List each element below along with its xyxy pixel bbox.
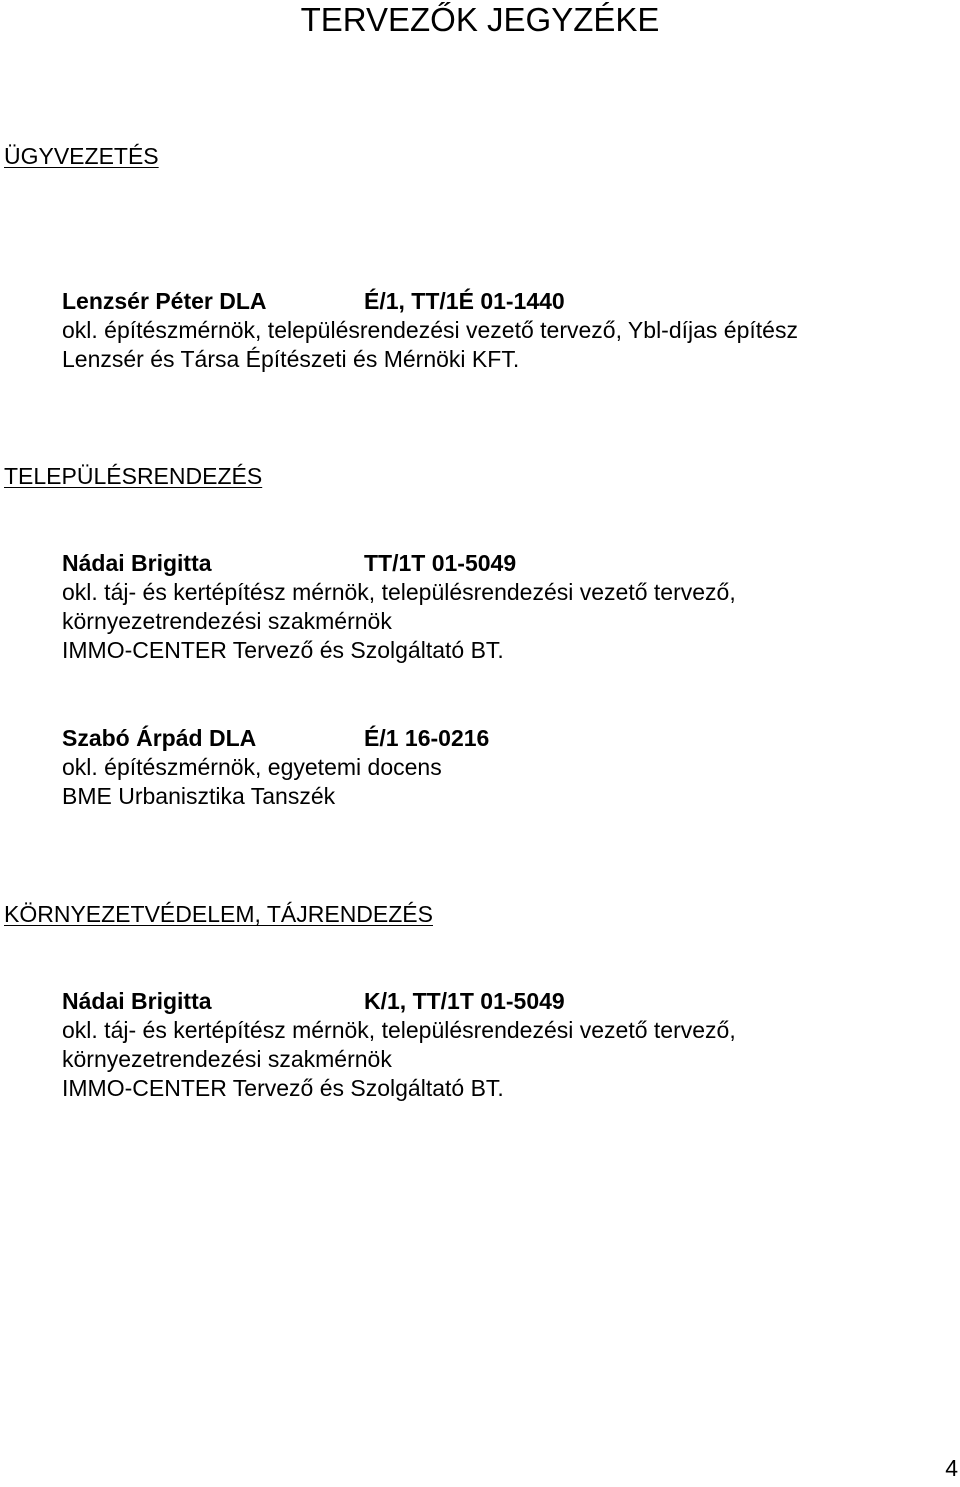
- designer-entry-szabo: [62, 724, 489, 811]
- designer-name: Szabó Árpád DLA: [62, 725, 257, 751]
- designer-entry-lenzser: [62, 287, 798, 374]
- license-number: TT/1T 01-5049: [364, 550, 517, 576]
- designer-company: IMMO-CENTER Tervező és Szolgáltató BT.: [62, 637, 504, 663]
- designer-company: Lenzsér és Társa Építészeti és Mérnöki KFT.: [62, 346, 520, 372]
- designer-qualification: okl. táj- és kertépítész mérnök, településrendezési vezető tervező,: [62, 1017, 736, 1043]
- designer-name: Nádai Brigitta: [62, 988, 212, 1014]
- designer-entry-nadai-2: [62, 987, 736, 1103]
- designer-name-row: [62, 987, 736, 1016]
- designer-name: Lenzsér Péter DLA: [62, 288, 267, 314]
- section-heading-ugyvezetes: ÜGYVEZETÉS: [4, 143, 159, 169]
- section-heading-kornyezetvedelem: KÖRNYEZETVÉDELEM, TÁJRENDEZÉS: [4, 901, 433, 927]
- designer-name: Nádai Brigitta: [62, 550, 212, 576]
- designer-qualification: okl. építészmérnök, egyetemi docens: [62, 754, 442, 780]
- page-number: 4: [945, 1455, 958, 1481]
- page-title: TERVEZŐK JEGYZÉKE: [300, 1, 660, 38]
- designer-qualification: okl. táj- és kertépítész mérnök, településrendezési vezető tervező,: [62, 579, 736, 605]
- designer-name-row: [62, 549, 736, 578]
- designer-company: IMMO-CENTER Tervező és Szolgáltató BT.: [62, 1075, 504, 1101]
- designer-name-row: [62, 724, 489, 753]
- section-heading-telepulesrendezes: TELEPÜLÉSRENDEZÉS: [4, 463, 263, 489]
- designer-name-row: [62, 287, 798, 316]
- designer-department: BME Urbanisztika Tanszék: [62, 783, 336, 809]
- designer-entry-nadai-1: [62, 549, 736, 665]
- license-number: É/1, TT/1É 01-1440: [364, 288, 565, 314]
- designer-qualification: okl. építészmérnök, településrendezési vezető tervező, Ybl-díjas építész: [62, 317, 798, 343]
- license-number: K/1, TT/1T 01-5049: [364, 988, 565, 1014]
- designer-qualification-cont: környezetrendezési szakmérnök: [62, 1046, 392, 1072]
- designer-qualification-cont: környezetrendezési szakmérnök: [62, 608, 392, 634]
- license-number: É/1 16-0216: [364, 725, 490, 751]
